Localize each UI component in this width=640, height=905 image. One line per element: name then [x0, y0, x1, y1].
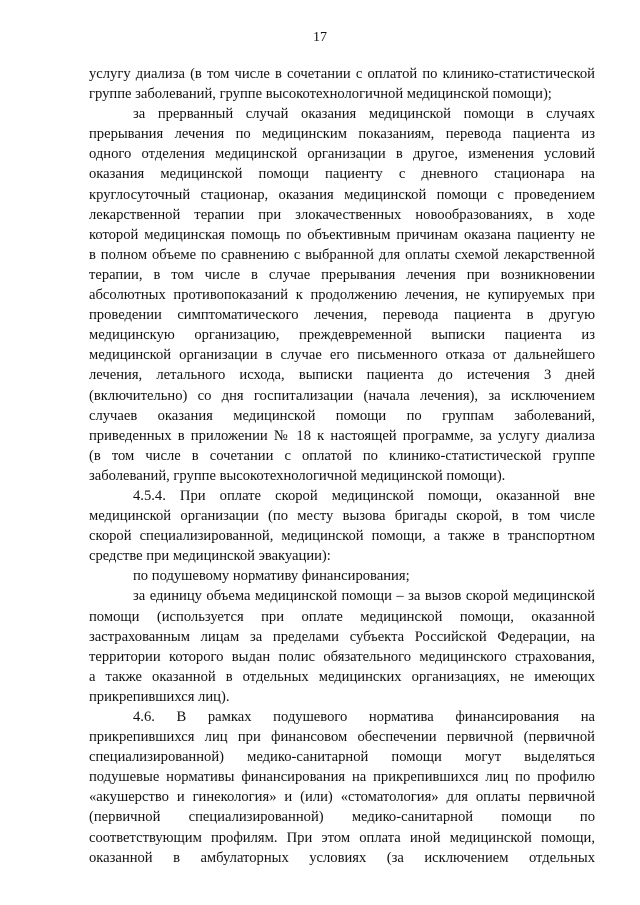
text-line: случаев оказания медицинской помощи по группам заболеваний,: [89, 407, 595, 424]
text-line: территории которого выдан полис обязательного медицинского страхования,: [89, 648, 595, 665]
text-line: помощи (используется при оплате медицинской помощи, оказанной: [89, 608, 595, 625]
body-text: [89, 64, 595, 868]
text-line: специализированной) медико-санитарной помощи могут выделяться: [89, 749, 595, 766]
text-line: (включительно) со дня госпитализации (начала лечения), за исключением: [89, 387, 595, 404]
text-line: застрахованным лицам за пределами субъекта Российской Федерации, на: [89, 628, 595, 645]
text-line: 4.6. В рамках подушевого норматива финансирования на: [133, 709, 595, 725]
text-line: «акушерство и гинекология» и (или) «стоматология» для оплаты первичной: [89, 789, 595, 806]
text-line: группе заболеваний, группе высокотехнологичной медицинской помощи);: [89, 86, 552, 103]
text-line: (в том числе в сочетании с оплатой по клинико-статистической группе: [89, 447, 595, 464]
text-line: проведении симптоматического лечения, перевода пациента в другую: [89, 307, 595, 324]
text-line: (первичной специализированной) медико-санитарной помощи по: [89, 809, 595, 826]
text-line: соответствующим профилям. При этом оплата иной медицинской помощи,: [89, 829, 595, 846]
text-line: прикрепившихся лиц).: [89, 688, 230, 705]
text-line: а также оказанной в отдельных медицинских организациях, не имеющих: [89, 668, 595, 685]
text-line: оказанной в амбулаторных условиях (за исключением отдельных: [89, 849, 595, 866]
text-line: заболеваний, группе высокотехнологичной медицинской помощи).: [89, 467, 506, 484]
text-line: скорой специализированной, медицинской помощи, а также в транспортном: [89, 528, 595, 545]
text-line: медицинскую организацию, преждевременной выписки пациента из: [89, 327, 595, 344]
text-line: в полном объеме по сравнению с выбранной для оплаты схемой лекарственной: [89, 246, 595, 263]
text-line: лечения, летального исхода, выписки пациента до истечения 3 дней: [89, 367, 595, 384]
text-line: средстве при медицинской эвакуации):: [89, 548, 331, 565]
text-line: медицинской организации (по месту вызова бригады скорой, в том числе: [89, 508, 595, 525]
text-line: круглосуточный стационар, оказания медицинской помощи с проведением: [89, 186, 595, 203]
text-line: подушевые нормативы финансирования на прикрепившихся лиц по профилю: [89, 769, 595, 786]
text-line: лекарственной терапии при злокачественных новообразованиях, в ходе: [89, 206, 595, 223]
text-line: по подушевому нормативу финансирования;: [133, 568, 410, 585]
text-line: абсолютных противопоказаний к продолжению лечения, не купируемых при: [89, 287, 595, 304]
page-number: 17: [313, 30, 327, 45]
text-line: прикрепившихся лиц при финансовом обеспечении первичной (первичной: [89, 729, 595, 746]
text-line: за прерванный случай оказания медицинской помощи в случаях: [133, 106, 595, 123]
text-line: одного отделения медицинской организации в другое, изменения условий: [89, 146, 595, 163]
text-line: оказания медицинской помощи пациенту с дневного стационара на: [89, 166, 595, 183]
text-line: которой медицинская помощь по объективным причинам оказана пациенту не: [89, 226, 595, 243]
text-line: за единицу объема медицинской помощи – за вызов скорой медицинской: [133, 588, 595, 605]
text-line: медицинской организации в случае его письменного отказа от дальнейшего: [89, 347, 595, 364]
text-line: приведенных в приложении № 18 к настоящей программе, за услугу диализа: [89, 427, 595, 444]
text-line: 4.5.4. При оплате скорой медицинской помощи, оказанной вне: [133, 487, 595, 504]
text-line: прерывания лечения по медицинским показаниям, перевода пациента из: [89, 126, 595, 143]
text-line: услугу диализа (в том числе в сочетании с оплатой по клинико-статистической: [89, 66, 595, 82]
text-line: терапии, в том числе в случае прерывания лечения при возникновении: [89, 266, 595, 283]
